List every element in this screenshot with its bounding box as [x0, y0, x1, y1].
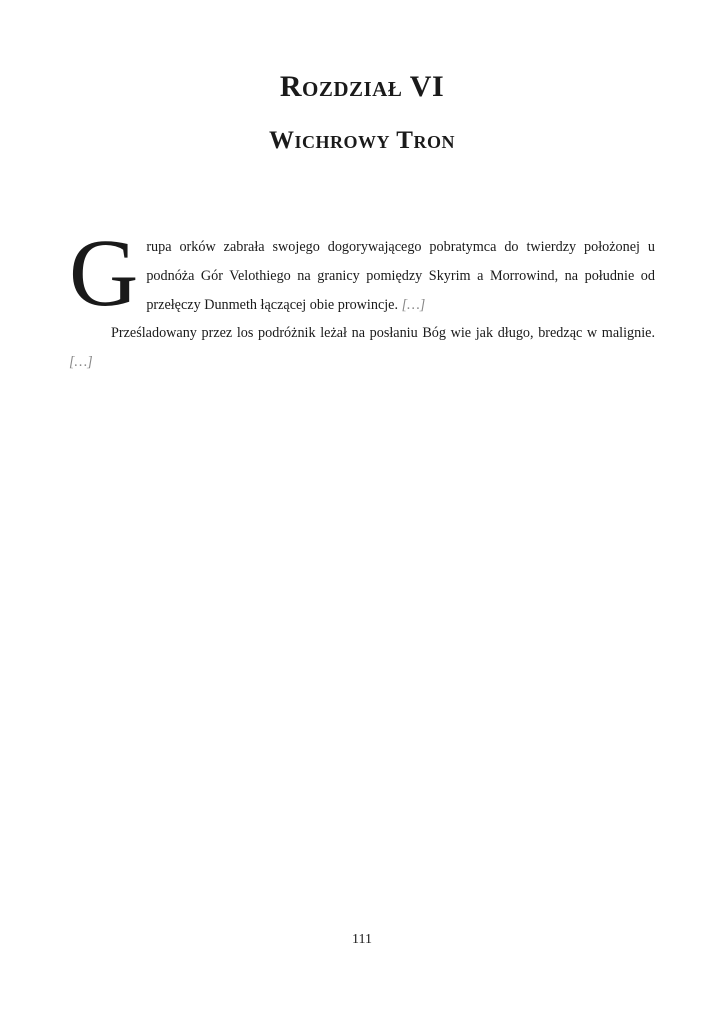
chapter-body: [69, 219, 655, 377]
paragraph-2: [69, 319, 655, 377]
paragraph-2-text: Prześladowany przez los podróżnik leżał na posłaniu Bóg wie jak długo, bredząc w malignie.: [111, 325, 655, 342]
chapter-title: Wichrowy Tron: [269, 127, 455, 154]
paragraph-2-elided: […]: [69, 354, 93, 371]
drop-cap: G: [69, 219, 139, 326]
paragraph-1: [69, 219, 655, 326]
chapter-number: Rozdział VI: [279, 70, 445, 103]
paragraph-1-text: rupa orków zabrała swojego dogorywającego pobratymca do twierdzy położonej u podnóża Gór Velothiego na granicy pomiędzy Skyrim a Morrowind, na południe od przełęczy Dunmeth łączącej obie prowincje.: [146, 239, 655, 313]
paragraph-1-elided: […]: [401, 296, 426, 313]
page-number: 111: [352, 932, 372, 947]
